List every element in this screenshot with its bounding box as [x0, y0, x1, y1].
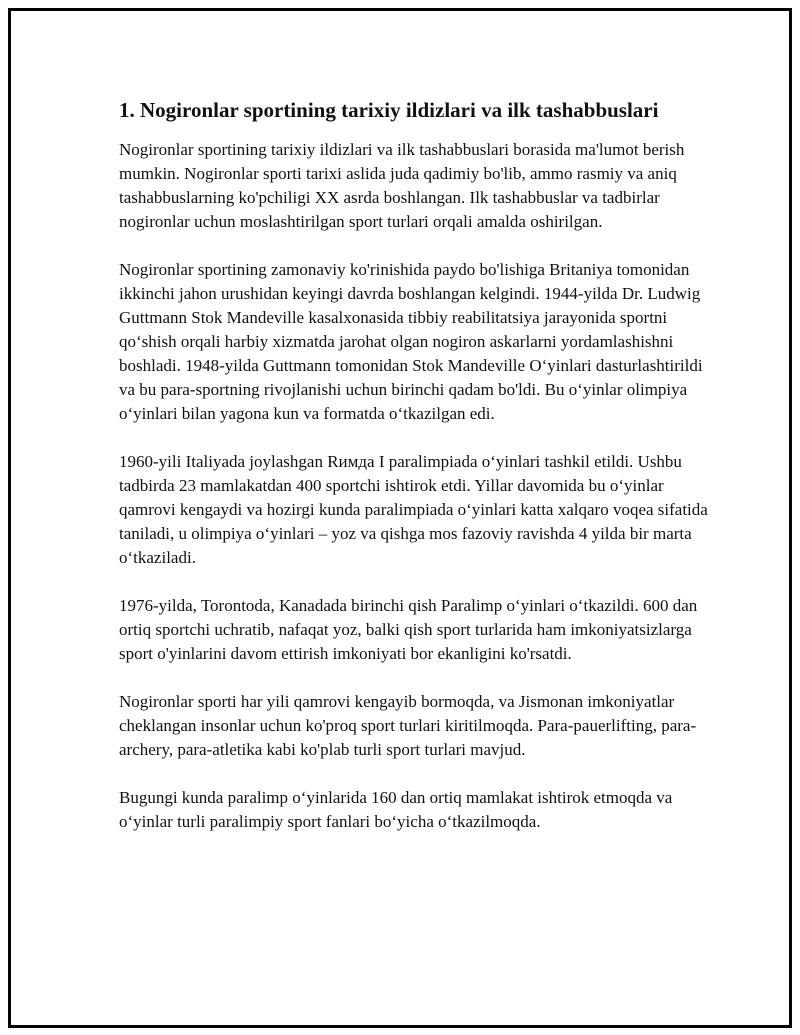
- paragraph-intro: Nogironlar sportining tarixiy ildizlari va ilk tashabbuslari borasida ma'lumot berish mumkin. Nogironlar sporti tarixi aslida juda qadimiy bo'lib, ammo rasmiy va aniq tashabbuslarning ko'pchiligi XX asrda boshlangan. Ilk tashabbuslar va tadbirlar nogironlar uchun moslashtirilgan sport turlari orqali amalda oshirilgan.: [119, 140, 685, 232]
- paragraph-sports-growth: Nogironlar sporti har yili qamrovi kengayib bormoqda, va Jismonan imkoniyatlar cheklangan insonlar uchun ko'proq sport turlari kiritilmoqda. Para-pauerlifting, para-archery, para-atletika kabi ko'plab turli sport turlari mavjud.: [119, 692, 697, 760]
- paragraph-rome-1960: 1960-yili Italiyada joylashgan Rимда I paralimpiada o‘yinlari tashkil etildi. Ushbu tadbirda 23 mamlakatdan 400 sportchi ishtirok etdi. Yillar davomida bu o‘yinlar qamrovi kengaydi va hozirgi kunda paralimpiada o‘yinlari katta xalqaro voqea sifatida taniladi, u olimpiya o‘yinlari – yoz va qishga mos fazoviy ravishda 4 yilda bir marta o‘tkaziladi.: [119, 452, 708, 568]
- page-frame: [8, 8, 792, 1028]
- document-body: [119, 97, 719, 858]
- paragraph-toronto-1976: 1976-yilda, Torontoda, Kanadada birinchi qish Paralimp o‘yinlari o‘tkazildi. 600 dan ortiq sportchi uchratib, nafaqat yoz, balki qish sport turlarida ham imkoniyatsizlarga sport o'yinlarini davom ettirish imkoniyati bor ekanligini ko'rsatdi.: [119, 596, 698, 664]
- paragraph-guttmann: Nogironlar sportining zamonaviy ko'rinishida paydo bo'lishiga Britaniya tomonidan ikkinchi jahon urushidan keyingi davrda boshlangan kelgindi. 1944-yilda Dr. Ludwig Guttmann Stok Mandeville kasalxonasida tibbiy reabilitatsiya jarayonida sportni qo‘shish orqali harbiy xizmatda jarohat olgan nogiron askarlarni yordamlashishni boshladi. 1948-yilda Guttmann tomonidan Stok Mandeville O‘yinlari dasturlashtirildi va bu para-sportning rivojlanishi uchun birinchi qadam bo'ldi. Bu o‘yinlar olimpiya o‘yinlari bilan yagona kun va formatda o‘tkazilgan edi.: [119, 260, 703, 424]
- section-heading: 1. Nogironlar sportining tarixiy ildizlari va ilk tashabbuslari: [119, 98, 659, 122]
- paragraph-today: Bugungi kunda paralimp o‘yinlarida 160 dan ortiq mamlakat ishtirok etmoqda va o‘yinlar turli paralimpiy sport fanlari bo‘yicha o‘tkazilmoqda.: [119, 788, 673, 832]
